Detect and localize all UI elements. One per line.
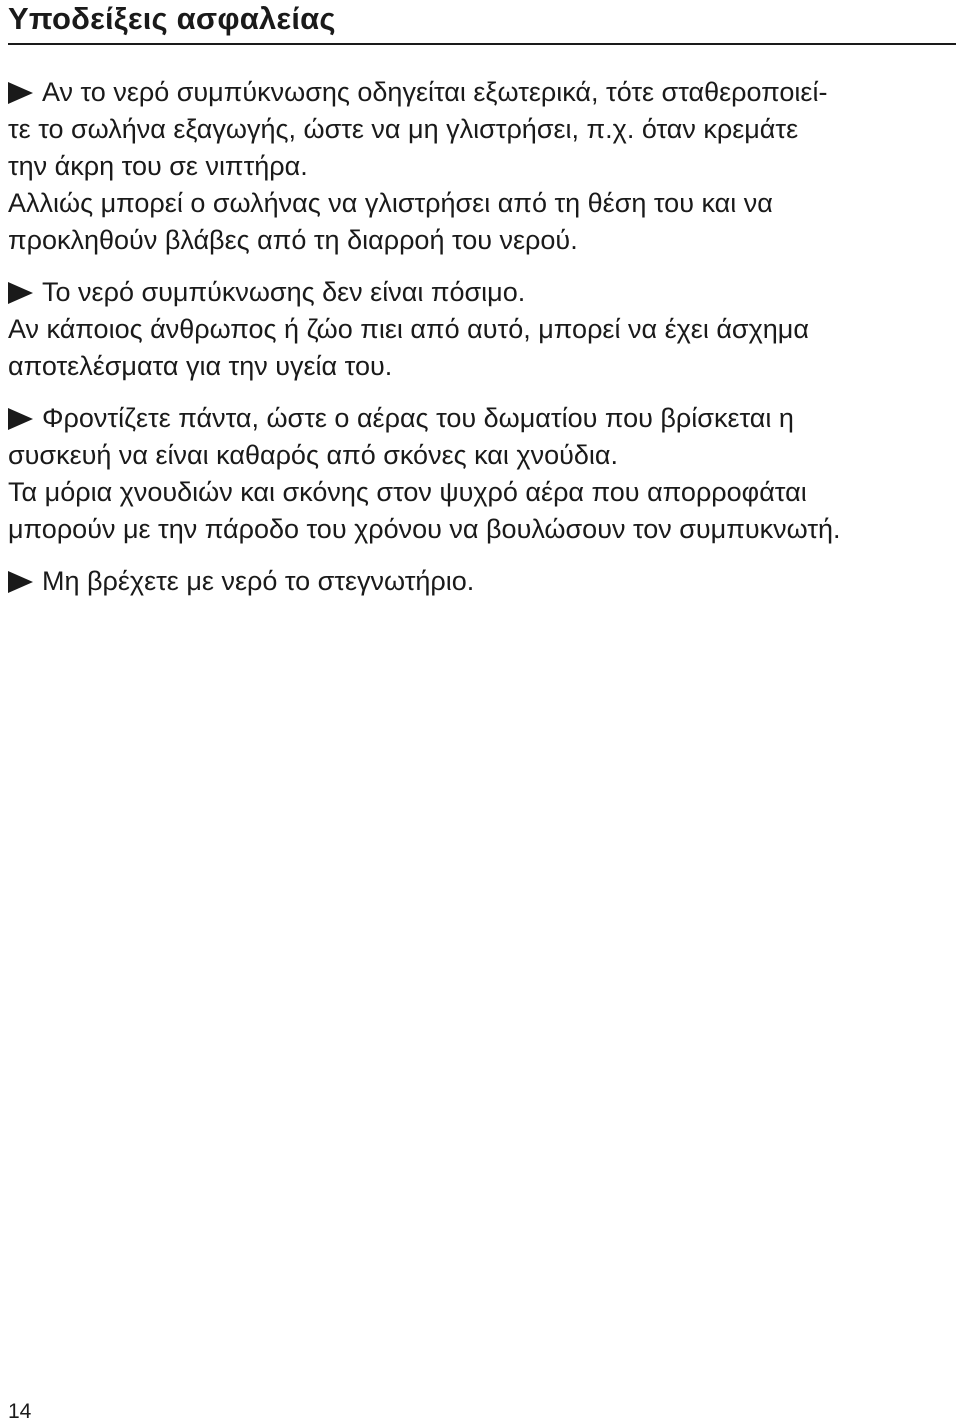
triangle-bullet-icon bbox=[8, 571, 33, 593]
page-title: Υποδείξεις ασφαλείας bbox=[8, 1, 336, 36]
triangle-bullet-icon bbox=[8, 408, 33, 430]
instruction-text: Αλλιώς μπορεί ο σωλήνας να γλιστρήσει από τη θέση του και να bbox=[8, 188, 773, 218]
instruction-text: Αν κάποιος άνθρωπος ή ζώο πιει από αυτό, μπορεί να έχει άσχημα bbox=[8, 314, 809, 344]
instruction-text: Το νερό συμπύκνωσης δεν είναι πόσιμο. bbox=[42, 277, 526, 307]
instruction-first-line bbox=[8, 274, 956, 311]
triangle-bullet-icon bbox=[8, 282, 33, 304]
page-number: 14 bbox=[8, 1400, 32, 1423]
instruction-item bbox=[8, 563, 956, 600]
instruction-item bbox=[8, 74, 956, 259]
instruction-text: μπορούν με την πάροδο του χρόνου να βουλώσουν τον συμπυκνωτή. bbox=[8, 514, 841, 544]
instruction-text: συσκευή να είναι καθαρός από σκόνες και χνούδια. bbox=[8, 440, 618, 470]
instruction-first-line bbox=[8, 563, 956, 600]
instruction-text: Φροντίζετε πάντα, ώστε ο αέρας του δωματίου που βρίσκεται η bbox=[42, 403, 794, 433]
instruction-text: τε το σωλήνα εξαγωγής, ώστε να μη γλιστρήσει, π.χ. όταν κρεμάτε bbox=[8, 114, 799, 144]
instruction-first-line bbox=[8, 74, 956, 111]
instruction-text: αποτελέσματα για την υγεία του. bbox=[8, 351, 393, 381]
triangle-bullet-icon bbox=[8, 82, 33, 104]
instruction-text: την άκρη του σε νιπτήρα. bbox=[8, 151, 308, 181]
instruction-first-line bbox=[8, 400, 956, 437]
safety-instructions bbox=[8, 74, 956, 615]
instruction-text: Αν το νερό συμπύκνωσης οδηγείται εξωτερικά, τότε σταθεροποιεί- bbox=[42, 77, 828, 107]
instruction-text: προκληθούν βλάβες από τη διαρροή του νερού. bbox=[8, 225, 578, 255]
instruction-item bbox=[8, 400, 956, 548]
title-divider bbox=[8, 43, 956, 45]
instruction-text: Μη βρέχετε με νερό το στεγνωτήριο. bbox=[42, 566, 475, 596]
instruction-text: Τα μόρια χνουδιών και σκόνης στον ψυχρό αέρα που απορροφάται bbox=[8, 477, 807, 507]
instruction-item bbox=[8, 274, 956, 385]
